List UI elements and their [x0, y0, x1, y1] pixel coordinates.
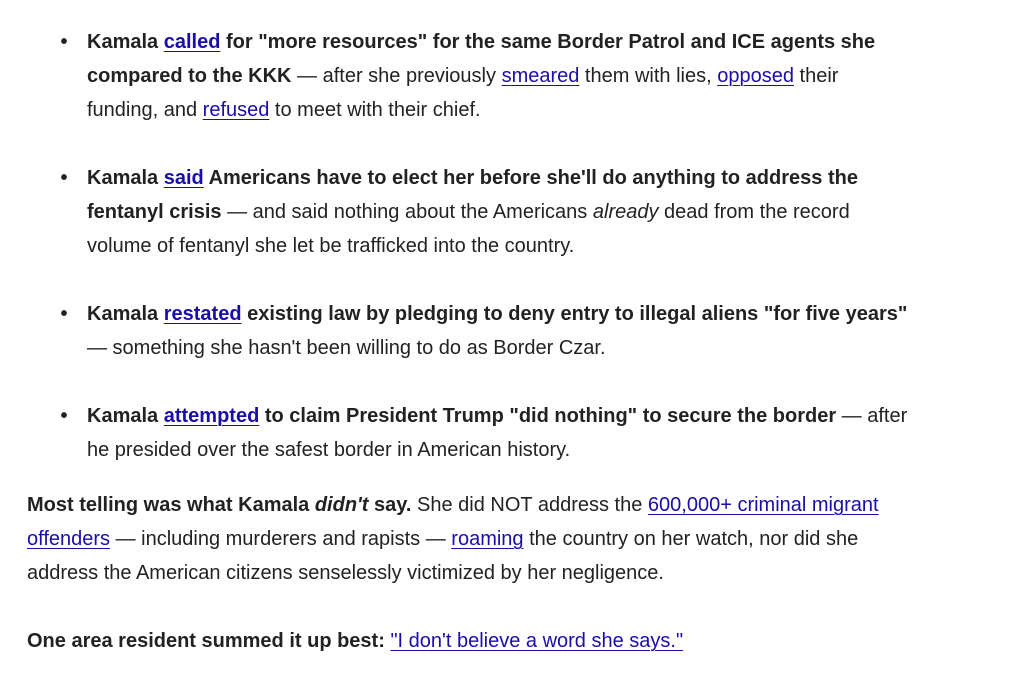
bold-text: say.	[368, 494, 412, 516]
list-item	[58, 399, 908, 467]
resident-paragraph	[27, 624, 927, 658]
list-item	[58, 25, 908, 127]
bold-text: One area resident summed it up best:	[27, 630, 385, 652]
criminal-offenders-link[interactable]: 600,000+ criminal migrant offenders	[27, 494, 879, 550]
body-text: them with lies,	[579, 65, 718, 87]
smeared-link[interactable]: smeared	[501, 65, 580, 87]
refused-link[interactable]: refused	[202, 99, 270, 121]
bullet-dot: •	[60, 405, 68, 427]
opposed-link[interactable]: opposed	[717, 65, 794, 87]
body-text: — and said nothing about the Americans	[221, 201, 593, 223]
body-text: the country on her watch, nor did she address the American citizens senselessly victimized by her negligence.	[27, 528, 859, 584]
emphasis-text: already	[592, 201, 659, 223]
body-text: — something she hasn't been willing to do as Border Czar.	[87, 337, 606, 359]
body-text: their funding, and	[87, 65, 839, 121]
body-text: — after he presided over the safest border in American history.	[87, 405, 908, 461]
bold-text: Americans have to elect her before she'll do anything to address the fentanyl crisis	[87, 167, 858, 223]
list-item	[58, 161, 908, 263]
body-text: — after she previously	[291, 65, 502, 87]
bullet-dot: •	[60, 303, 68, 325]
said-link[interactable]: said	[163, 167, 204, 189]
attempted-link[interactable]: attempted	[163, 405, 260, 427]
body-text: to meet with their chief.	[269, 99, 481, 121]
bullet-dot: •	[60, 31, 68, 53]
bold-text: to claim President Trump "did nothing" to secure the border	[259, 405, 837, 427]
restated-link[interactable]: restated	[163, 303, 242, 325]
bold-text: Kamala	[87, 405, 164, 427]
list-item	[58, 297, 908, 365]
bold-text: Most telling was what Kamala	[27, 494, 315, 516]
emphasis-text: didn't	[314, 494, 369, 516]
bold-text: Kamala	[87, 167, 164, 189]
body-text: dead from the record volume of fentanyl she let be trafficked into the country.	[87, 201, 850, 257]
bullet-list	[58, 25, 908, 467]
bold-text: for "more resources" for the same Border Patrol and ICE agents she compared to the KKK	[87, 31, 876, 87]
body-text: — including murderers and rapists —	[110, 528, 452, 550]
body-text: She did NOT address the	[411, 494, 648, 516]
bullet-dot: •	[60, 167, 68, 189]
bold-text: existing law by pledging to deny entry to illegal aliens "for five years"	[241, 303, 908, 325]
bold-text: Kamala	[87, 303, 164, 325]
roaming-link[interactable]: roaming	[451, 528, 524, 550]
bold-text: Kamala	[87, 31, 164, 53]
called-link[interactable]: called	[163, 31, 221, 53]
quote-link[interactable]: "I don't believe a word she says."	[390, 630, 684, 652]
telling-paragraph	[27, 488, 927, 590]
